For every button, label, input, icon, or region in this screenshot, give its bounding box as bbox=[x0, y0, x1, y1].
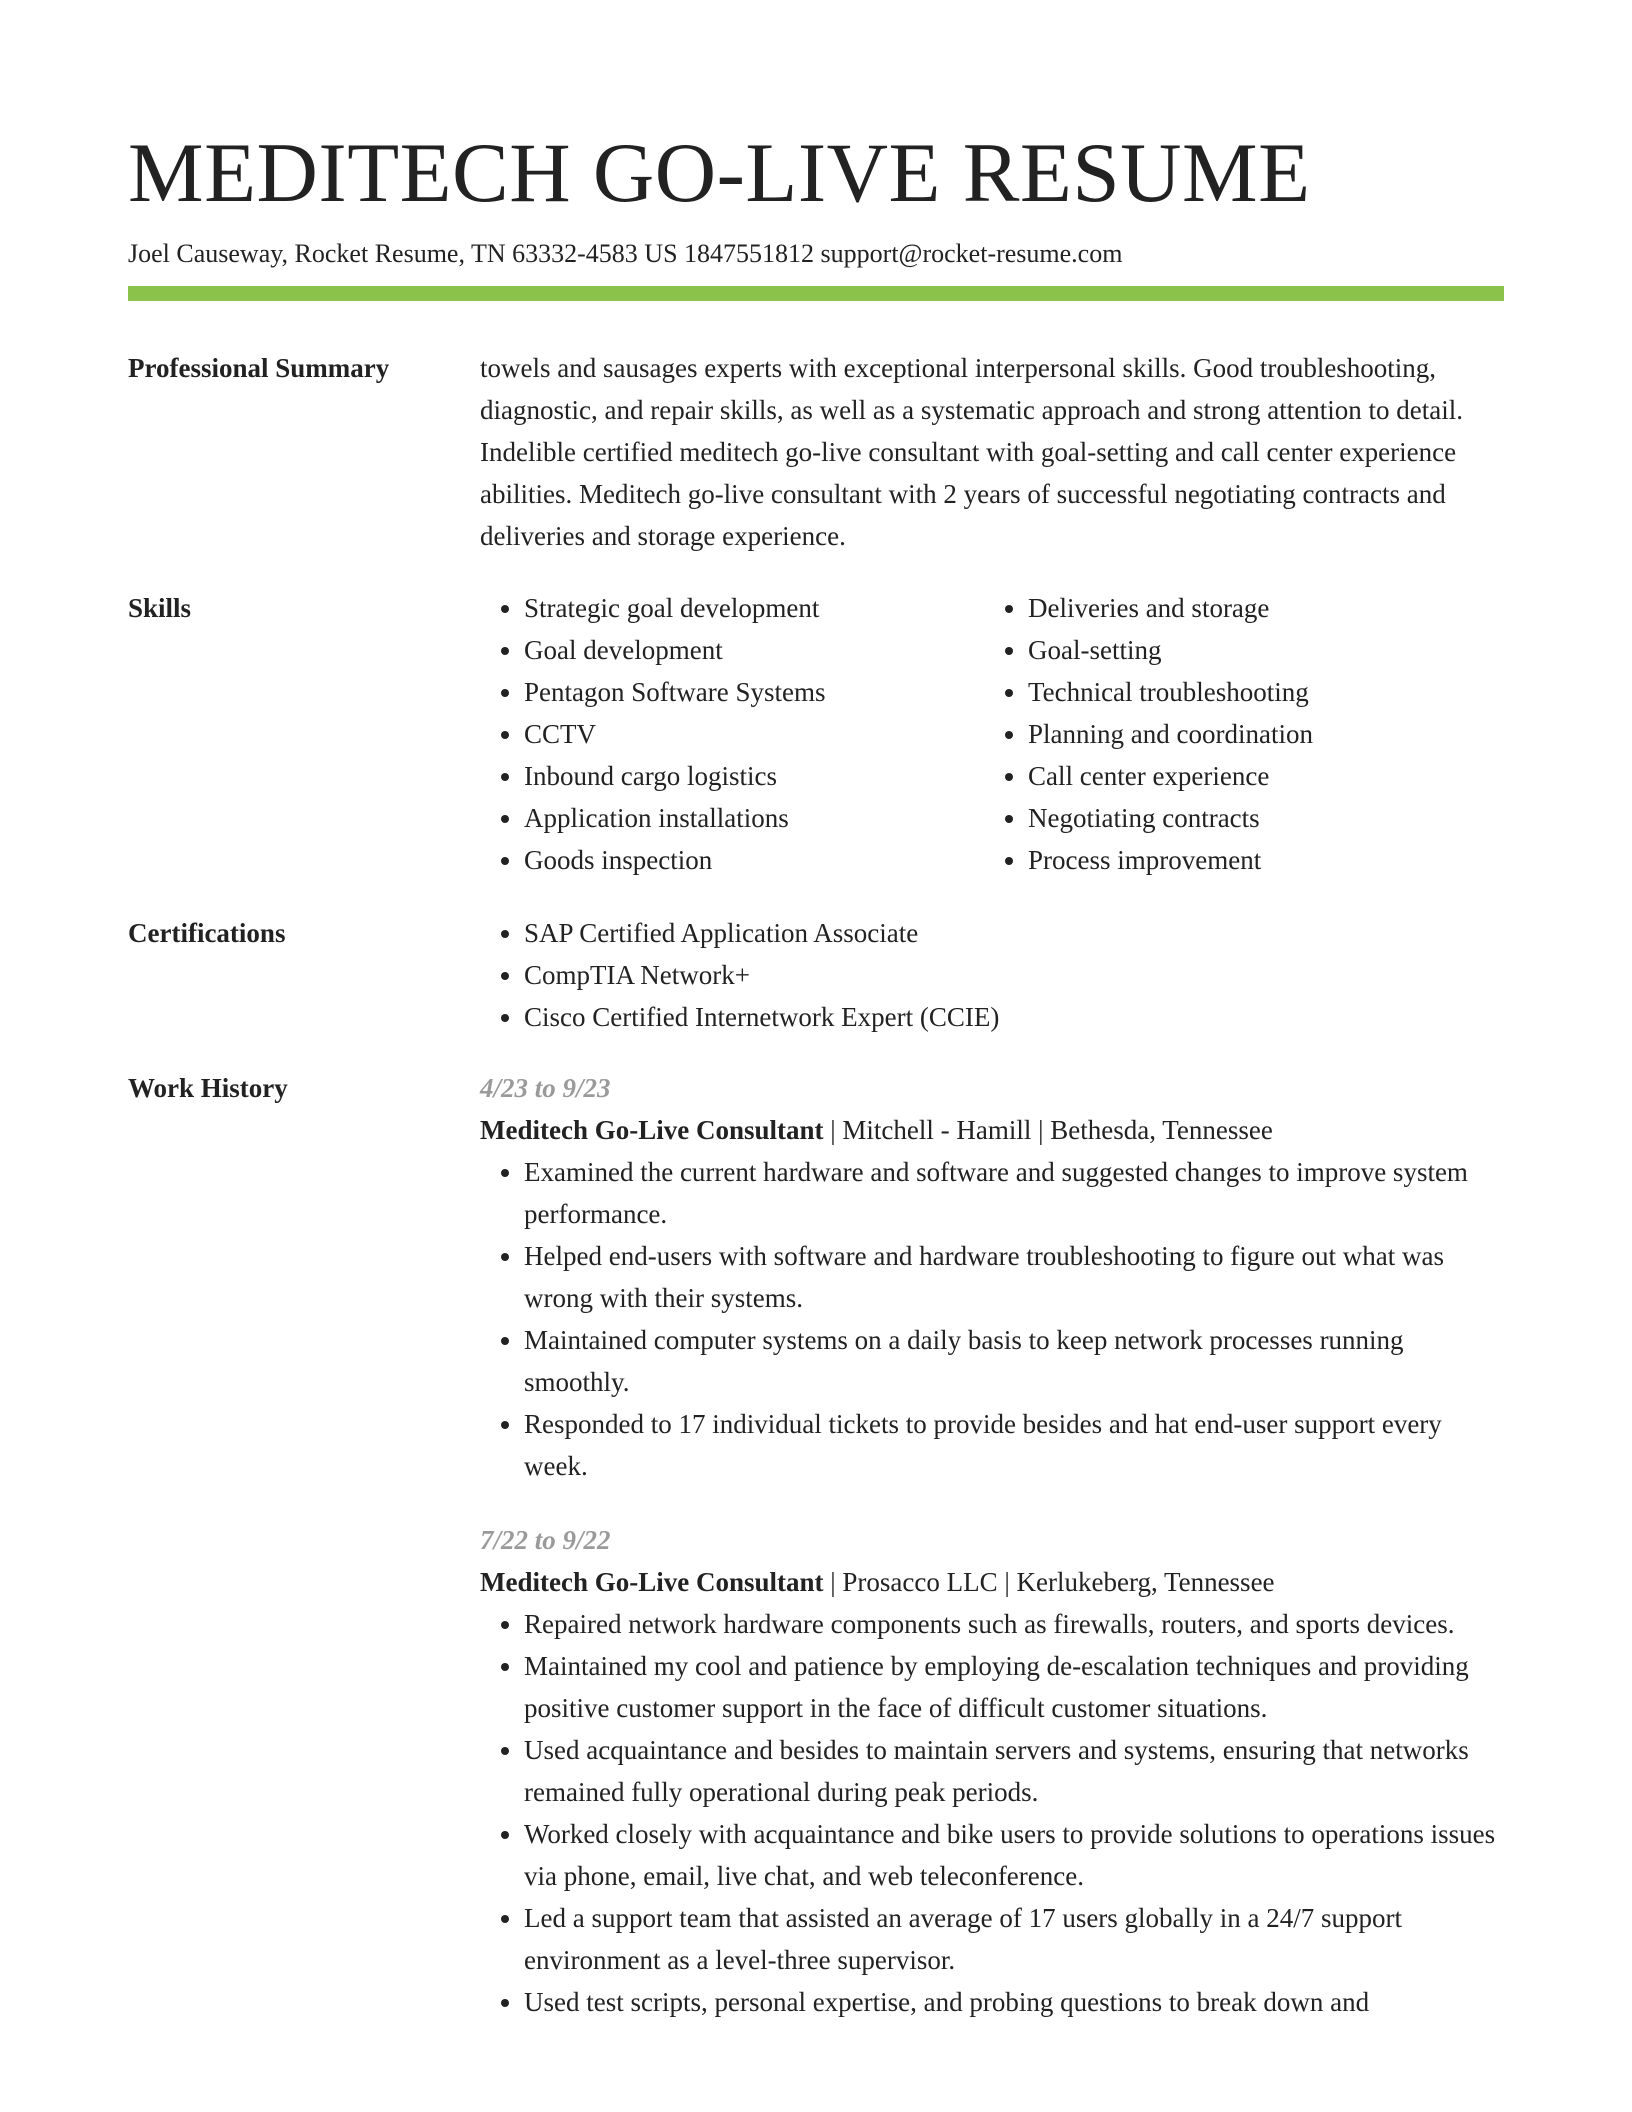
certifications-list bbox=[480, 912, 1504, 1038]
job-title: Meditech Go-Live Consultant bbox=[480, 1567, 824, 1597]
job-dates: 4/23 to 9/23 bbox=[480, 1073, 611, 1103]
job-title-line bbox=[480, 1561, 1504, 1603]
job-bullet: • Repaired network hardware components such as firewalls, routers, and sports devices. bbox=[524, 1603, 1504, 1645]
skill-item: • Goods inspection bbox=[524, 839, 984, 881]
job-bullet: • Used test scripts, personal expertise, and probing questions to break down and bbox=[524, 1981, 1504, 2023]
job-title: Meditech Go-Live Consultant bbox=[480, 1115, 824, 1145]
skills-list-right bbox=[984, 587, 1488, 881]
resume-header bbox=[128, 118, 1504, 272]
job-title-line bbox=[480, 1109, 1504, 1151]
summary-label: Professional Summary bbox=[128, 353, 390, 383]
certification-item: • SAP Certified Application Associate bbox=[524, 912, 1504, 954]
resume-title: MEDITECH GO-LIVE RESUME bbox=[128, 126, 1311, 220]
skill-item: • Goal development bbox=[524, 629, 984, 671]
work-history-body bbox=[480, 1067, 1504, 2055]
summary-body bbox=[480, 347, 1504, 557]
certification-item: • Cisco Certified Internetwork Expert (CCIE) bbox=[524, 996, 1504, 1038]
certifications-body bbox=[480, 912, 1504, 1038]
skill-item: • Process improvement bbox=[1028, 839, 1488, 881]
job-bullet: • Used acquaintance and besides to maintain servers and systems, ensuring that networks remained fully operational during peak periods. bbox=[524, 1729, 1504, 1813]
job-bullet: • Maintained my cool and patience by employing de-escalation techniques and providing positive customer support in the face of difficult customer situations. bbox=[524, 1645, 1504, 1729]
skills-list-left bbox=[480, 587, 984, 881]
skill-item: • Negotiating contracts bbox=[1028, 797, 1488, 839]
skills-body bbox=[480, 587, 1504, 881]
job-bullet: • Examined the current hardware and software and suggested changes to improve system performance. bbox=[524, 1151, 1504, 1235]
job-bullet: • Led a support team that assisted an average of 17 users globally in a 24/7 support environment as a level-three supervisor. bbox=[524, 1897, 1504, 1981]
job-entry bbox=[480, 1067, 1504, 1487]
skills-grid bbox=[480, 587, 1504, 881]
job-entry bbox=[480, 1519, 1504, 2023]
job-bullet: • Maintained computer systems on a daily basis to keep network processes running smoothly. bbox=[524, 1319, 1504, 1403]
skill-item: • Strategic goal development bbox=[524, 587, 984, 629]
skill-item: • Call center experience bbox=[1028, 755, 1488, 797]
certifications-label: Certifications bbox=[128, 918, 286, 948]
skill-item: • Planning and coordination bbox=[1028, 713, 1488, 755]
skills-label: Skills bbox=[128, 593, 192, 623]
job-details: | Mitchell - Hamill | Bethesda, Tennessee bbox=[823, 1115, 1273, 1145]
skill-item: • Application installations bbox=[524, 797, 984, 839]
job-bullet: • Worked closely with acquaintance and bike users to provide solutions to operations issues via phone, email, live chat, and web teleconference. bbox=[524, 1813, 1504, 1897]
job-details: | Prosacco LLC | Kerlukeberg, Tennessee bbox=[823, 1567, 1275, 1597]
skill-item: • Technical troubleshooting bbox=[1028, 671, 1488, 713]
skill-item: • CCTV bbox=[524, 713, 984, 755]
skill-item: • Pentagon Software Systems bbox=[524, 671, 984, 713]
job-bullets bbox=[480, 1603, 1504, 2023]
skills-column-left bbox=[480, 587, 984, 881]
job-bullet: • Responded to 17 individual tickets to provide besides and hat end-user support every week. bbox=[524, 1403, 1504, 1487]
certification-item: • CompTIA Network+ bbox=[524, 954, 1504, 996]
skill-item: • Goal-setting bbox=[1028, 629, 1488, 671]
skills-column-right bbox=[984, 587, 1488, 881]
header-divider bbox=[128, 286, 1504, 301]
summary-text: towels and sausages experts with exceptional interpersonal skills. Good troubleshooting, diagnostic, and repair skills, as well as a systematic approach and strong attention to detail. Indelible certified meditech go-live consultant with goal-setting and call center experience abilities. Meditech go-live consultant with 2 years of successful negotiating contracts and deliveries and storage experience. bbox=[480, 353, 1463, 551]
contact-line: Joel Causeway, Rocket Resume, TN 63332-4583 US 1847551812 support@rocket-resume.com bbox=[128, 239, 1123, 268]
job-bullet: • Helped end-users with software and hardware troubleshooting to figure out what was wrong with their systems. bbox=[524, 1235, 1504, 1319]
job-dates: 7/22 to 9/22 bbox=[480, 1525, 611, 1555]
work-history-label: Work History bbox=[128, 1073, 288, 1103]
skill-item: • Inbound cargo logistics bbox=[524, 755, 984, 797]
skill-item: • Deliveries and storage bbox=[1028, 587, 1488, 629]
job-bullets bbox=[480, 1151, 1504, 1487]
